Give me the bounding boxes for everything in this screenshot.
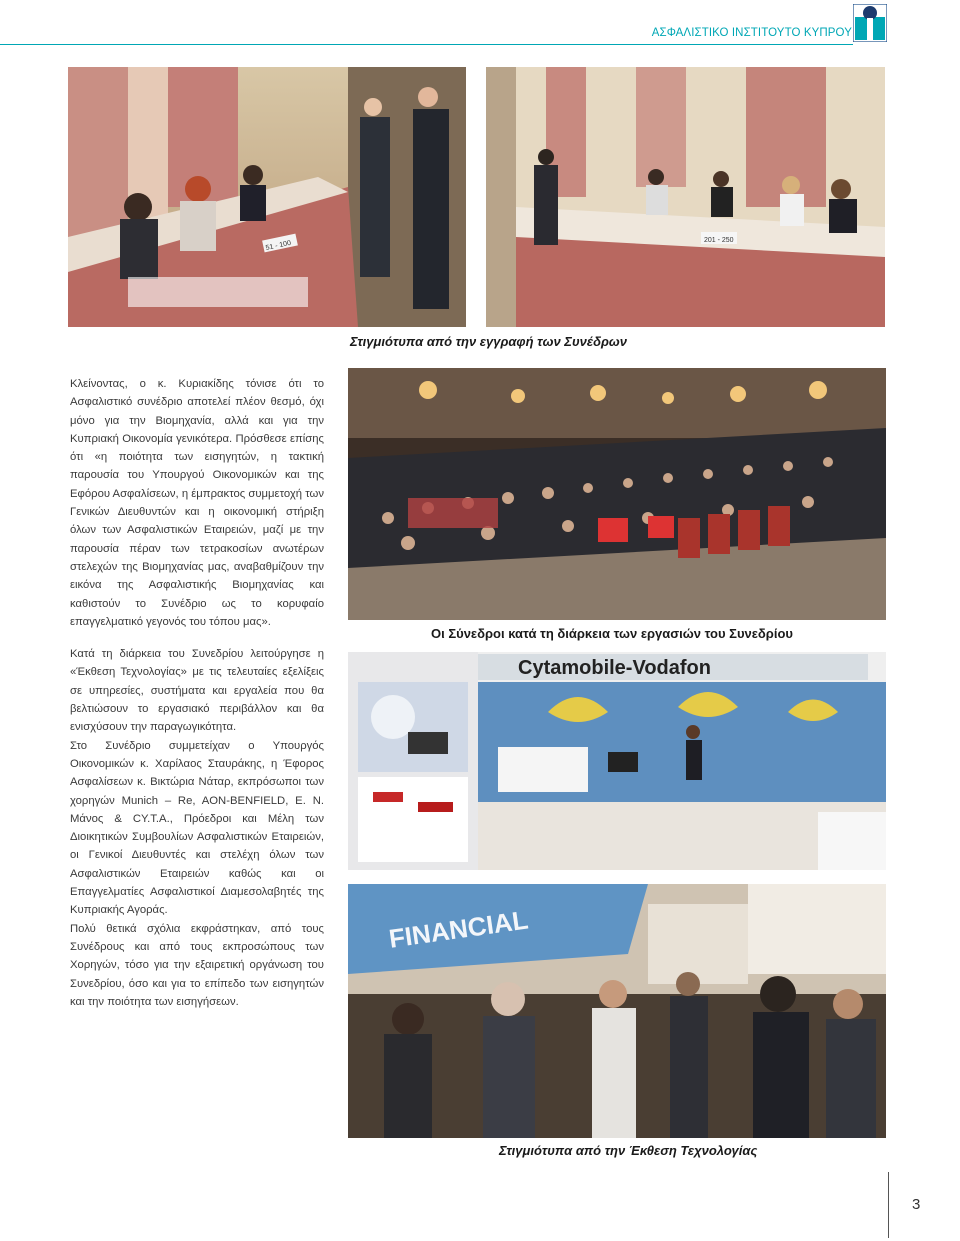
desk-sign-text: 201 - 250 — [704, 237, 734, 244]
desk-sign-text: 51 - 100 — [265, 239, 292, 252]
exhibition-booth-photo — [348, 652, 886, 870]
article-paragraph: Πολύ θετικά σχόλια εκφράστηκαν, από τους Συνέδρους και από τους εκπροσώπους των Χορηγών, τόσο για την εξαιρετική οργάνωση του Συνεδρίου, όσο και για το επίπεδο των εισηγητών και την ποιότητα των εισηγήσεων. — [70, 922, 324, 1008]
institute-logo-icon — [853, 4, 887, 42]
page-number: 3 — [912, 1196, 921, 1213]
footer-rule — [888, 1172, 889, 1238]
caption-delegates: Οι Σύνεδροι κατά τη διάρκεια των εργασιών του Συνεδρίου — [431, 626, 793, 641]
header-title: ΑΣΦΑΛΙΣΤΙΚΟ ΙΝΣΤΙΤΟΥΤΟ ΚΥΠΡΟΥ — [651, 27, 852, 39]
article-paragraph: Στο Συνέδριο συμμετείχαν ο Υπουργός Οικονομικών κ. Χαρίλαος Σταυράκης, η Έφορος Ασφαλίσεων κ. Βικτώρια Νάταρ, εκπρόσωποι των χορηγών Munich – Re, AON-BENFIELD, E. N. Μάνος & CY.T.A., Πρόεδροι και Μέλη των Διοικητικών Συμβουλίων Ασφαλιστικών Εταιρειών, οι Γενικοί Διευθυντές και στελέχη όλων των Ασφαλιστικών Εταιρειών καθώς και οι Επαγγελματίες Ασφαλιστικοί Διαμεσολαβητές της Κυπριακής Αγοράς. — [70, 739, 324, 917]
registration-photo-right — [486, 67, 885, 327]
booth-sign-text: FINANCIAL — [387, 904, 530, 954]
caption-exhibition: Στιγμιότυπα από την Έκθεση Τεχνολογίας — [499, 1143, 758, 1158]
article-body — [70, 375, 324, 1011]
conference-hall-photo — [348, 368, 886, 620]
header-rule — [0, 44, 853, 45]
article-paragraph: Κλείνοντας, ο κ. Κυριακίδης τόνισε ότι το Ασφαλιστικό συνέδριο αποτελεί πλέον θεσμό, όχι μόνο για την Βιομηχανία, αλλά και για την Κυπριακή Οικονομία γενικότερα. Πρόσθεσε επίσης ότι «η ποιότητα των εισηγητών, η τακτική παρουσία του Υπουργού Οικονομικών και της Εφόρου Ασφαλίσεων, η έμπρακτος συμμετοχή των Γενικών Διευθυντών και η οικονομική στήριξη όλων των Ασφαλιστικών Εταιρειών, μαζί με την παρουσία πέραν των τετρακοσίων ανωτέρων στελεχών της Βιομηχανίας μας, αναβαθμίζουν την εικόνα της Ασφαλιστικής Βιομηχανίας και καθιστούν το Συνέδριο ως το κορυφαίο επαγγελματικό γεγονός του τόπου μας». — [70, 378, 324, 628]
exhibition-crowd-photo — [348, 884, 886, 1138]
registration-photo-left — [68, 67, 466, 327]
article-paragraph: Κατά τη διάρκεια του Συνεδρίου λειτούργησε η «Έκθεση Τεχνολογίας» με τις τελευταίες εξελίξεις σε υπηρεσίες, συστήματα και εργαλεία που θα βελτιώσουν το εργασιακό περιβάλλον και θα ενισχύσουν την παραγωγικότητα. — [70, 648, 324, 734]
booth-banner-text: Cytamobile-Vodafon — [518, 657, 711, 679]
caption-registration: Στιγμιότυπα από την εγγραφή των Συνέδρων — [350, 334, 627, 349]
